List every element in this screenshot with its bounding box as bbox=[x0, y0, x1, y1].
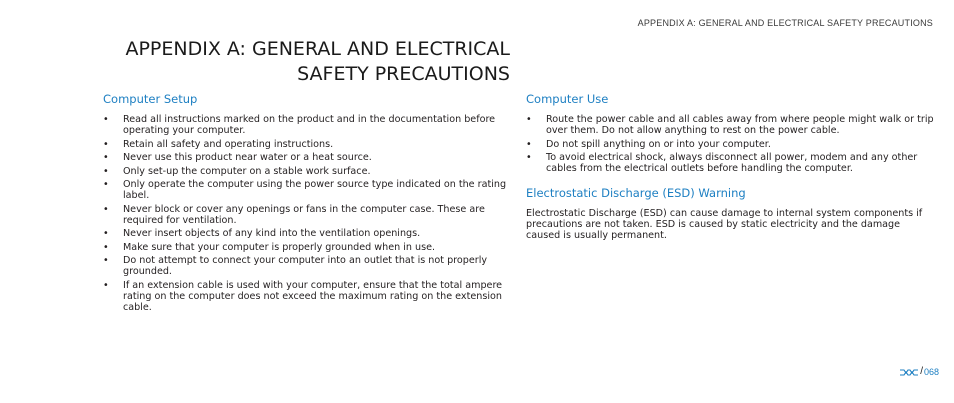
bullet-glyph: • bbox=[103, 114, 109, 125]
list-item-text: If an extension cable is used with your computer, ensure that the total ampere rating on the computer does not exceed the maximum rating on the extension cable. bbox=[123, 279, 503, 313]
bullet-glyph: • bbox=[526, 138, 532, 150]
bullet-glyph: • bbox=[103, 279, 109, 291]
running-header: APPENDIX A: GENERAL AND ELECTRICAL SAFETY PRECAUTIONS bbox=[637, 18, 933, 28]
bullet-glyph: • bbox=[103, 203, 109, 215]
list-item-text: Never use this product near water or a heat source. bbox=[123, 152, 372, 163]
computer-setup-heading: Computer Setup bbox=[103, 92, 198, 106]
list-item bbox=[103, 255, 513, 277]
bullet-glyph: • bbox=[103, 241, 109, 253]
list-item-text: Do not attempt to connect your computer into an outlet that is not properly grounded. bbox=[123, 255, 488, 277]
bullet-glyph: • bbox=[103, 138, 109, 150]
list-item-text: Route the power cable and all cables away from where people might walk or trip over them. Do not allow anything to rest on the power cable. bbox=[546, 114, 934, 136]
list-item bbox=[103, 242, 513, 253]
list-item-text: Never insert objects of any kind into the ventilation openings. bbox=[123, 228, 421, 239]
bullet-glyph: • bbox=[103, 152, 109, 163]
esd-warning-paragraph: Electrostatic Discharge (ESD) can cause damage to internal system components if precautions are not taken. ESD is caused by static electricity and the damage caused is usually permanent. bbox=[526, 208, 923, 241]
list-item bbox=[103, 114, 513, 136]
list-item bbox=[526, 114, 936, 136]
bullet-glyph: • bbox=[103, 165, 109, 177]
brand-logo-icon bbox=[899, 368, 919, 377]
list-item bbox=[103, 280, 513, 313]
page-title-line-1: APPENDIX A: GENERAL AND ELECTRICAL bbox=[125, 38, 510, 60]
page-title-line-2: SAFETY PRECAUTIONS bbox=[297, 63, 510, 85]
list-item bbox=[103, 139, 513, 150]
bullet-glyph: • bbox=[103, 179, 109, 190]
page-number-value: 068 bbox=[923, 367, 939, 377]
bullet-glyph: • bbox=[103, 255, 109, 266]
list-item-text: Do not spill anything on or into your computer. bbox=[546, 138, 771, 150]
list-item-text: Make sure that your computer is properly grounded when in use. bbox=[123, 241, 436, 253]
page-number bbox=[899, 366, 939, 377]
list-item bbox=[103, 166, 513, 177]
list-item bbox=[526, 139, 936, 150]
list-item-text: Read all instructions marked on the product and in the documentation before operating your computer. bbox=[123, 114, 496, 136]
computer-setup-list bbox=[103, 114, 513, 313]
bullet-glyph: • bbox=[103, 228, 109, 239]
left-column bbox=[103, 92, 513, 315]
list-item-text: Only set-up the computer on a stable work surface. bbox=[123, 165, 371, 177]
list-item-text: Retain all safety and operating instructions. bbox=[123, 138, 334, 150]
computer-use-list bbox=[526, 114, 936, 174]
list-item bbox=[103, 152, 513, 163]
bullet-glyph: • bbox=[526, 114, 532, 125]
page-title bbox=[90, 37, 510, 87]
list-item bbox=[103, 228, 513, 239]
computer-use-heading: Computer Use bbox=[526, 92, 609, 106]
list-item-text: Never block or cover any openings or fans in the computer case. These are required for ventilation. bbox=[123, 203, 485, 226]
page-number-slash: / bbox=[920, 366, 923, 377]
list-item bbox=[103, 204, 513, 226]
bullet-glyph: • bbox=[526, 152, 532, 163]
list-item-text: To avoid electrical shock, always disconnect all power, modem and any other cables from the electrical outlets before handling the computer. bbox=[546, 152, 918, 174]
esd-warning-heading: Electrostatic Discharge (ESD) Warning bbox=[526, 186, 746, 200]
list-item-text: Only operate the computer using the power source type indicated on the rating label. bbox=[123, 179, 507, 201]
list-item bbox=[526, 152, 936, 174]
right-column bbox=[526, 92, 936, 241]
list-item bbox=[103, 179, 513, 201]
